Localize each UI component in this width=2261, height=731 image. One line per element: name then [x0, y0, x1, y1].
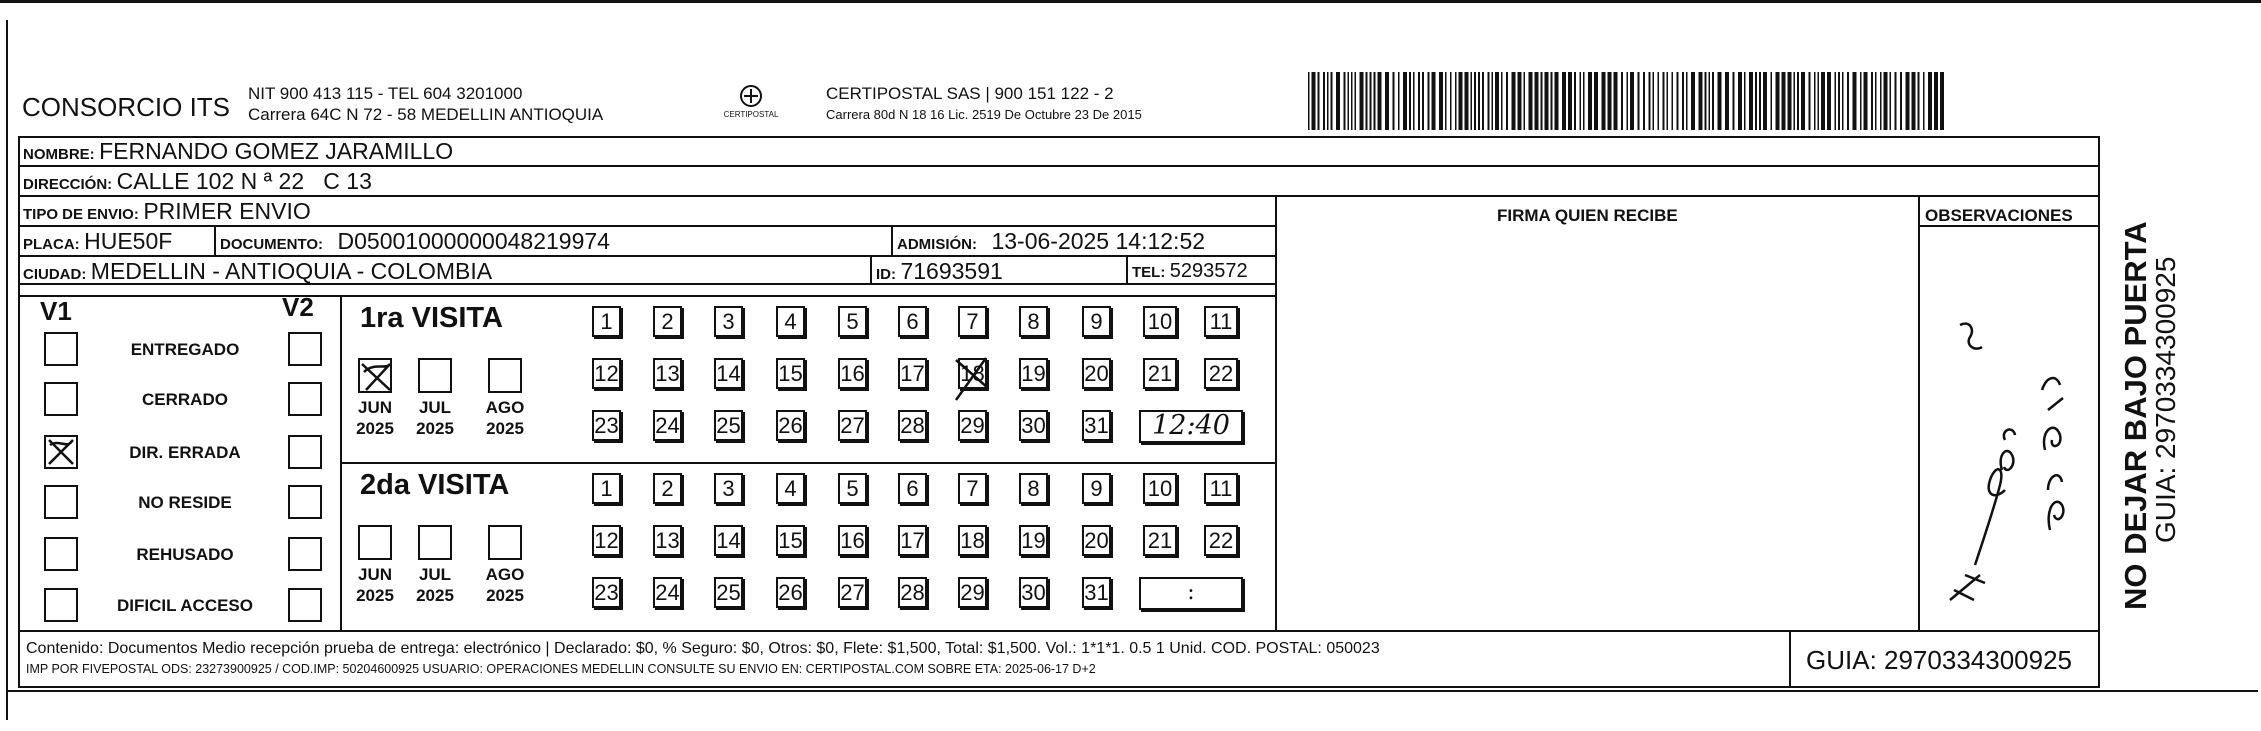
id-field — [876, 258, 1003, 285]
firma-header: FIRMA QUIEN RECIBE — [1497, 206, 1678, 225]
v2-checkbox[interactable] — [288, 588, 322, 622]
day-box[interactable]: 25 — [714, 577, 743, 608]
ciudad-field — [23, 258, 492, 285]
admision-sep-line — [891, 225, 893, 255]
day-box[interactable]: 26 — [776, 410, 805, 441]
v2-label: V2 — [282, 292, 314, 322]
month-label: JUN — [357, 565, 392, 584]
day-box[interactable]: 10 — [1143, 473, 1177, 504]
nombre-label: NOMBRE: — [23, 146, 95, 163]
v2-checkbox[interactable] — [288, 332, 322, 366]
tipo-value: PRIMER ENVIO — [143, 198, 311, 224]
company-nit: NIT 900 413 115 - TEL 604 3201000 — [248, 84, 523, 103]
v2-checkbox[interactable] — [288, 485, 322, 519]
carrier-address: Carrera 80d N 18 16 Lic. 2519 De Octubre 23 De 2015 — [826, 107, 1142, 122]
direccion-value: CALLE 102 N ª 22 C 13 — [116, 168, 372, 194]
guia-sep-line — [1789, 630, 1791, 687]
month-label: AGO — [485, 398, 525, 417]
day-box[interactable]: 11 — [1204, 473, 1238, 504]
day-box[interactable]: 20 — [1082, 358, 1111, 389]
row-line-1 — [18, 165, 2100, 167]
form-bottom-line — [18, 686, 2100, 688]
day-box[interactable]: 7 — [958, 473, 987, 504]
day-box[interactable]: 19 — [1019, 358, 1048, 389]
month-year-label: 2025 — [486, 419, 524, 438]
month-checkbox[interactable] — [418, 525, 452, 560]
v2-checkbox[interactable] — [288, 382, 322, 416]
v1-checkbox[interactable] — [44, 435, 78, 469]
handwriting-scribble — [1920, 300, 2096, 620]
visit-title: 2da VISITA — [360, 469, 510, 501]
day-box[interactable]: 8 — [1019, 473, 1048, 504]
day-box[interactable]: 23 — [592, 577, 621, 608]
month-label: JUL — [418, 565, 452, 584]
day-box[interactable]: 31 — [1082, 410, 1111, 441]
placa-sep-line — [214, 225, 216, 255]
footer-contenido: Contenido: Documentos Medio recepción prueba de entrega: electrónico | Declarado: $0, % Seguro: $0, Otros: $0, Flete: $1,500, Total: $1,500. Vol.: 1*1*1. 0.5 1 Unid. COD. POSTAL: 050023 — [26, 640, 1380, 657]
placa-label: PLACA: — [23, 236, 80, 253]
day-box[interactable]: 12 — [592, 525, 621, 556]
row-line-2 — [18, 195, 2100, 197]
status-option-label: REHUSADO — [136, 545, 234, 564]
day-box[interactable]: 2 — [653, 306, 682, 337]
month-label: AGO — [485, 565, 525, 584]
top-edge-line — [0, 0, 2261, 3]
day-box[interactable]: 16 — [838, 358, 867, 389]
day-box[interactable]: 7 — [958, 306, 987, 337]
status-column-line — [340, 295, 342, 631]
day-box[interactable]: 30 — [1019, 410, 1048, 441]
month-checkbox[interactable] — [358, 525, 392, 560]
ciudad-value: MEDELLIN - ANTIOQUIA - COLOMBIA — [90, 258, 493, 284]
observaciones-header: OBSERVACIONES — [1925, 206, 2073, 225]
company-name: CONSORCIO ITS — [22, 92, 231, 122]
day-box[interactable]: 29 — [958, 577, 987, 608]
v2-checkbox[interactable] — [288, 537, 322, 571]
admision-field — [897, 228, 1205, 255]
day-box[interactable]: 26 — [776, 577, 805, 608]
status-option-label: DIFICIL ACCESO — [116, 596, 253, 615]
day-box[interactable]: 28 — [898, 577, 927, 608]
day-box[interactable]: 3 — [714, 306, 743, 337]
day-box[interactable]: 4 — [776, 473, 805, 504]
day-box[interactable]: 27 — [838, 577, 867, 608]
documento-field — [220, 228, 610, 255]
status-option-label: DIR. ERRADA — [129, 443, 241, 462]
footer-top-line — [18, 630, 2100, 632]
day-box[interactable]: 14 — [714, 525, 743, 556]
v2-checkbox[interactable] — [288, 435, 322, 469]
day-box[interactable]: 28 — [898, 410, 927, 441]
day-box[interactable]: 5 — [838, 306, 867, 337]
month-label: JUN — [357, 398, 392, 417]
admision-value: 13-06-2025 14:12:52 — [991, 228, 1206, 254]
side-guia: GUIA: 2970334300925 — [2150, 256, 2181, 543]
ciudad-label: CIUDAD: — [23, 266, 87, 283]
time-box[interactable]: : — [1139, 577, 1243, 610]
id-value: 71693591 — [900, 258, 1003, 284]
day-box[interactable]: 25 — [714, 410, 743, 441]
month-checkbox[interactable] — [488, 358, 522, 393]
day-box[interactable]: 2 — [653, 473, 682, 504]
status-option-label: ENTREGADO — [130, 340, 240, 359]
day-box[interactable]: 1 — [592, 473, 621, 504]
tel-field — [1132, 260, 1248, 283]
id-label: ID: — [876, 266, 896, 283]
tipo-field — [23, 198, 311, 225]
v1-checkbox[interactable] — [44, 485, 78, 519]
footer-imp-line: IMP POR FIVEPOSTAL ODS: 23273900925 / COD.IMP: 50204600925 USUARIO: OPERACIONES MEDELLIN CONSULTE SU ENVIO EN: CERTIPOSTAL.COM SOBRE ETA: 2025-06-17 D+2 — [26, 662, 1096, 676]
footer-guia: GUIA: 2970334300925 — [1806, 645, 2072, 675]
month-year-label: 2025 — [416, 586, 454, 605]
day-box[interactable]: 24 — [653, 577, 682, 608]
day-box[interactable]: 15 — [776, 358, 805, 389]
day-box[interactable]: 9 — [1082, 473, 1111, 504]
month-year-label: 2025 — [416, 419, 454, 438]
day-box[interactable]: 27 — [838, 410, 867, 441]
tipo-label: TIPO DE ENVIO: — [23, 206, 139, 223]
row-line-6 — [18, 295, 1275, 297]
documento-value: D05001000000048219974 — [337, 228, 610, 254]
day-box[interactable]: 17 — [898, 525, 927, 556]
day-box[interactable]: 13 — [653, 358, 682, 389]
day-box[interactable]: 3 — [714, 473, 743, 504]
day-box[interactable]: 24 — [653, 410, 682, 441]
bottom-edge-line — [8, 690, 2258, 692]
day-box[interactable]: 6 — [898, 306, 927, 337]
day-box[interactable]: 30 — [1019, 577, 1048, 608]
side-warning: NO DEJAR BAJO PUERTA — [2118, 221, 2153, 610]
v1-checkbox[interactable] — [44, 382, 78, 416]
certipostal-logo: CERTIPOSTAL — [716, 80, 786, 130]
firma-column-line — [1275, 195, 1277, 631]
tel-sep-line — [1126, 255, 1128, 283]
day-check-mark — [950, 354, 1000, 409]
time-box[interactable]: 12:40 — [1139, 410, 1243, 443]
tel-value: 5293572 — [1169, 260, 1248, 282]
day-box[interactable]: 18 — [958, 358, 987, 389]
month-checkbox[interactable] — [418, 358, 452, 393]
visit-divider-line — [340, 462, 1275, 464]
form-left-line — [18, 136, 20, 688]
placa-field — [23, 228, 172, 255]
day-box[interactable]: 17 — [898, 358, 927, 389]
documento-label: DOCUMENTO: — [220, 236, 324, 253]
day-box[interactable]: 16 — [838, 525, 867, 556]
day-box[interactable]: 8 — [1019, 306, 1048, 337]
day-box[interactable]: 11 — [1204, 306, 1238, 337]
visit-title: 1ra VISITA — [360, 302, 503, 334]
observaciones-handwriting — [1920, 300, 2096, 620]
day-box[interactable]: 12 — [592, 358, 621, 389]
nombre-value: FERNANDO GOMEZ JARAMILLO — [99, 138, 454, 164]
day-box[interactable]: 21 — [1143, 358, 1177, 389]
month-year-label: 2025 — [356, 586, 394, 605]
status-option-label: NO RESIDE — [138, 493, 232, 512]
direccion-field — [23, 168, 372, 195]
month-label: JUL — [418, 398, 452, 417]
day-box[interactable]: 1 — [592, 306, 621, 337]
carrier-name: CERTIPOSTAL SAS | 900 151 122 - 2 — [826, 84, 1114, 103]
day-box[interactable]: 4 — [776, 306, 805, 337]
month-year-label: 2025 — [486, 586, 524, 605]
company-address: Carrera 64C N 72 - 58 MEDELLIN ANTIOQUIA — [248, 105, 604, 124]
day-box[interactable]: 10 — [1143, 306, 1177, 337]
day-box[interactable]: 31 — [1082, 577, 1111, 608]
form-right-line — [2098, 136, 2100, 688]
direccion-label: DIRECCIÓN: — [23, 176, 113, 193]
row-line-3 — [18, 225, 1275, 227]
day-box[interactable]: 15 — [776, 525, 805, 556]
day-box[interactable]: 19 — [1019, 525, 1048, 556]
day-box[interactable]: 13 — [653, 525, 682, 556]
row-line-4 — [18, 255, 1275, 257]
barcode — [1308, 72, 1948, 130]
v1-checkbox[interactable] — [44, 588, 78, 622]
v1-label: V1 — [40, 296, 72, 326]
day-box[interactable]: 22 — [1204, 525, 1238, 556]
status-option-label: CERRADO — [142, 390, 228, 409]
day-box[interactable]: 18 — [958, 525, 987, 556]
day-box[interactable]: 21 — [1143, 525, 1177, 556]
nombre-field — [23, 138, 453, 165]
day-box[interactable]: 29 — [958, 410, 987, 441]
day-box[interactable]: 20 — [1082, 525, 1111, 556]
month-year-label: 2025 — [356, 419, 394, 438]
day-box[interactable]: 14 — [714, 358, 743, 389]
tel-label: TEL: — [1132, 264, 1166, 281]
placa-value: HUE50F — [84, 228, 173, 254]
day-box[interactable]: 9 — [1082, 306, 1111, 337]
left-edge-line — [6, 20, 8, 720]
month-checkbox[interactable] — [488, 525, 522, 560]
day-box[interactable]: 23 — [592, 410, 621, 441]
day-box[interactable]: 22 — [1204, 358, 1238, 389]
v1-checkbox[interactable] — [44, 332, 78, 366]
v1-checkbox[interactable] — [44, 537, 78, 571]
admision-label: ADMISIÓN: — [897, 236, 977, 253]
day-box[interactable]: 5 — [838, 473, 867, 504]
day-box[interactable]: 6 — [898, 473, 927, 504]
id-sep-line — [870, 255, 872, 283]
month-checkbox[interactable] — [358, 358, 392, 393]
